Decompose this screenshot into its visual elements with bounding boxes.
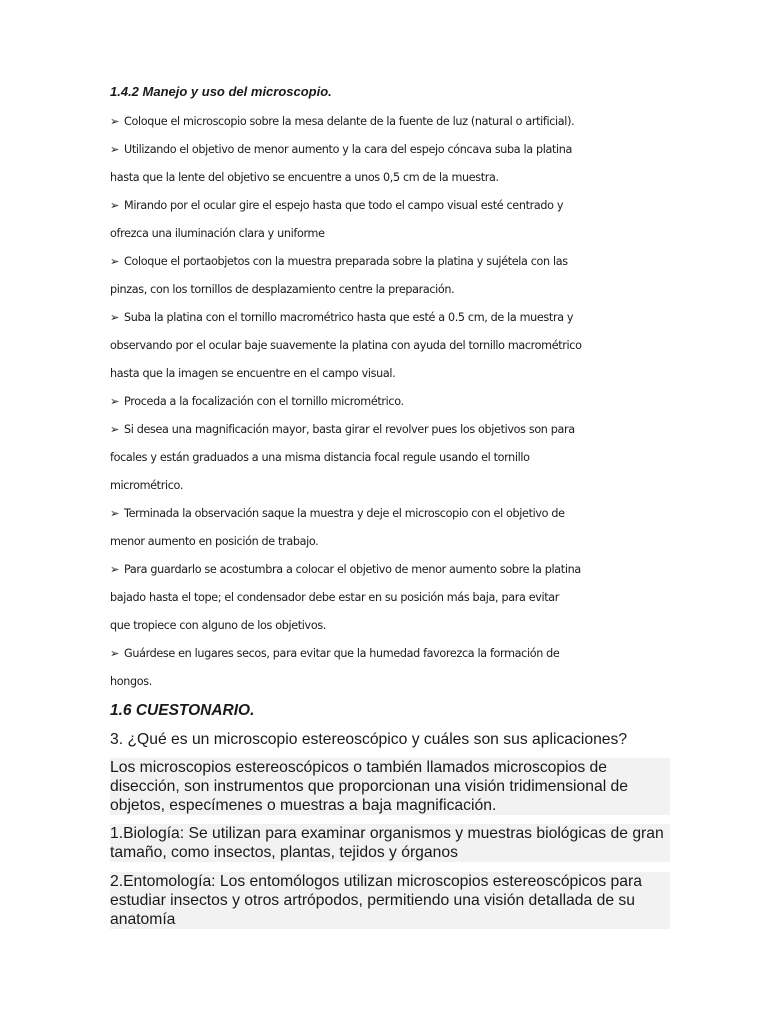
arrow-bullet-icon: ➢	[110, 199, 120, 212]
instruction-bullet-line	[110, 115, 574, 128]
instruction-continuation-line	[110, 479, 183, 492]
instruction-text: Utilizando el objetivo de menor aumento y la cara del espejo cóncava suba la platina	[124, 143, 573, 156]
instruction-text: hasta que la imagen se encuentre en el campo visual.	[110, 367, 396, 380]
instruction-text: hasta que la lente del objetivo se encuentre a unos 0,5 cm de la muestra.	[110, 171, 499, 184]
instruction-text: pinzas, con los tornillos de desplazamiento centre la preparación.	[110, 283, 455, 296]
instruction-text: Suba la platina con el tornillo macrométrico hasta que esté a 0.5 cm, de la muestra y	[124, 311, 574, 324]
instruction-text: Coloque el portaobjetos con la muestra preparada sobre la platina y sujételа con las	[124, 255, 568, 268]
answer-item-biologia: 1.Biología: Se utilizan para examinar organismos y muestras biológicas de gran tamaño, como insectos, plantas, tejidos y órganos	[110, 824, 670, 862]
arrow-bullet-icon: ➢	[110, 423, 120, 436]
instruction-text: hongos.	[110, 675, 152, 688]
instruction-continuation-line	[110, 227, 325, 240]
instruction-text: Para guardarlo se acostumbra a colocar el objetivo de menor aumento sobre la platina	[124, 563, 581, 576]
instruction-text: Si desea una magnificación mayor, basta girar el revolver pues los objetivos son para	[124, 423, 575, 436]
instruction-text: Proceda a la focalización con el tornillo micrométrico.	[124, 395, 404, 408]
answer-item-entomologia: 2.Entomología: Los entomólogos utilizan microscopios estereoscópicos para estudiar insectos y otros artrópodos, permitiendo una visión detallada de su anatomía	[110, 872, 670, 929]
arrow-bullet-icon: ➢	[110, 115, 120, 128]
arrow-bullet-icon: ➢	[110, 647, 120, 660]
instruction-bullet-line	[110, 423, 575, 436]
arrow-bullet-icon: ➢	[110, 507, 120, 520]
instruction-bullet-line	[110, 395, 404, 408]
arrow-bullet-icon: ➢	[110, 255, 120, 268]
instruction-continuation-line	[110, 367, 395, 380]
question-text: 3. ¿Qué es un microscopio estereoscópico y cuáles son sus aplicaciones?	[110, 731, 628, 748]
arrow-bullet-icon: ➢	[110, 395, 120, 408]
instruction-bullet-line	[110, 563, 581, 576]
instruction-text: ofrezca una iluminación clara y uniforme	[110, 227, 325, 240]
instruction-continuation-line	[110, 451, 530, 464]
instruction-text: que tropiece con alguno de los objetivos.	[110, 619, 326, 632]
instruction-text: Coloque el microscopio sobre la mesa delante de la fuente de luz (natural o artificial).	[124, 115, 575, 128]
section-heading-manejo: 1.4.2 Manejo y uso del microscopio.	[110, 84, 332, 99]
instruction-bullet-line	[110, 311, 573, 324]
instruction-bullet-line	[110, 255, 568, 268]
arrow-bullet-icon: ➢	[110, 563, 120, 576]
instruction-text: menor aumento en posición de trabajo.	[110, 535, 319, 548]
instruction-bullet-line	[110, 199, 563, 212]
instruction-text: micrométrico.	[110, 479, 184, 492]
instruction-text: focales y están graduados a una misma distancia focal regule usando el tornillo	[110, 451, 530, 464]
instruction-continuation-line	[110, 171, 499, 184]
answer-intro-paragraph: Los microscopios estereoscópicos o también llamados microscopios de disección, son instrumentos que proporcionan una visión tridimensional de objetos, especímenes o muestras a baja magnificación.	[110, 758, 670, 815]
instruction-continuation-line	[110, 283, 454, 296]
instruction-text: observando por el ocular baje suavemente la platina con ayuda del tornillo macrométrico	[110, 339, 582, 352]
instruction-text: bajado hasta el tope; el condensador debe estar en su posición más baja, para evitar	[110, 591, 560, 604]
instruction-text: Guárdese en lugares secos, para evitar que la humedad favorezca la formación de	[124, 647, 560, 660]
instruction-continuation-line	[110, 675, 152, 688]
section-heading-cuestionario: 1.6 CUESTONARIO.	[110, 702, 255, 719]
arrow-bullet-icon: ➢	[110, 311, 120, 324]
instruction-bullet-line	[110, 507, 565, 520]
instruction-bullet-line	[110, 647, 559, 660]
instruction-continuation-line	[110, 591, 559, 604]
instruction-text: Terminada la observación saque la muestra y deje el microscopio con el objetivo de	[124, 507, 565, 520]
instruction-continuation-line	[110, 339, 582, 352]
instruction-text: Mirando por el ocular gire el espejo hasta que todo el campo visual esté centrado y	[124, 199, 564, 212]
instruction-continuation-line	[110, 619, 326, 632]
arrow-bullet-icon: ➢	[110, 143, 120, 156]
instruction-continuation-line	[110, 535, 318, 548]
instruction-bullet-line	[110, 143, 572, 156]
